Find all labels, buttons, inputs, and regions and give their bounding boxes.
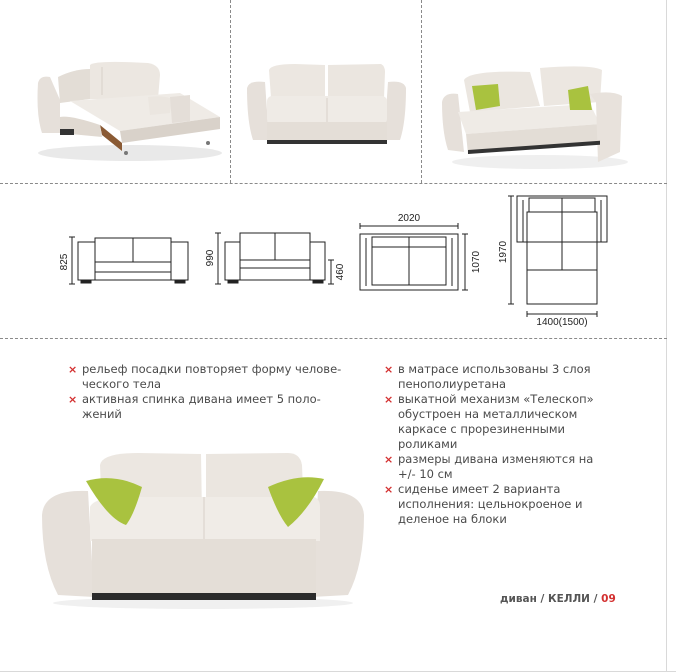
bullet-x-icon: × [68,363,78,376]
feature-item [384,362,614,392]
feature-text: активная спинка дивана имеет 5 поло-жений [82,392,321,421]
dim-1400: 1400(1500) [536,317,588,328]
feature-text: в матрасе использованы 3 слоя пенополиуретана [398,362,591,391]
feature-text: рельеф посадки повторяет форму челове-ческого тела [82,362,342,391]
diagram-top [360,223,468,290]
diagram-unfolded [508,196,607,317]
diagram-front-low [69,237,188,284]
bullet-x-icon: × [384,483,394,496]
sofa-unfolded-photo [30,55,225,165]
features-list-left [68,362,358,422]
feature-item [68,392,358,422]
footer-category: диван [500,593,537,605]
dim-460: 460 [335,263,346,281]
pillow-left-icon [472,84,500,110]
pillow-right-icon [568,86,592,110]
dim-990: 990 [205,249,216,267]
bullet-x-icon: × [384,393,394,406]
bullet-x-icon: × [384,363,394,376]
footer-separator: / [589,593,602,605]
sofa-main-photo [38,445,368,610]
bullet-x-icon: × [384,453,394,466]
dim-2020: 2020 [397,213,421,224]
bullet-x-icon: × [68,393,78,406]
dim-1070: 1070 [471,250,482,274]
feature-text: выкатной механизм «Телескоп» обустроен на металлическом каркасе с прорезиненными роликами [398,392,594,451]
dim-1970: 1970 [498,240,509,264]
dim-825: 825 [59,253,70,271]
feature-text: размеры дивана изменяются на +/- 10 см [398,452,594,481]
footer-separator: / [536,593,548,605]
dimension-diagrams [55,190,655,330]
divider-vertical-1 [230,0,231,183]
feature-item [384,482,614,527]
feature-item [384,452,614,482]
page-footer [500,593,616,605]
footer-model: КЕЛЛИ [547,593,590,605]
divider-vertical-2 [421,0,422,183]
feature-text: сиденье имеет 2 варианта исполнения: цельнокроеное и деленое на блоки [398,482,583,526]
page-number: 09 [601,593,616,605]
features-list-right [384,362,614,527]
divider-horizontal-2 [0,338,667,339]
sofa-front-photo [245,62,408,150]
page-border-right [666,0,667,672]
feature-item [68,362,358,392]
divider-horizontal-1 [0,183,667,184]
feature-item [384,392,614,452]
diagram-front-high [215,233,334,284]
sofa-angled-photo [440,62,630,172]
